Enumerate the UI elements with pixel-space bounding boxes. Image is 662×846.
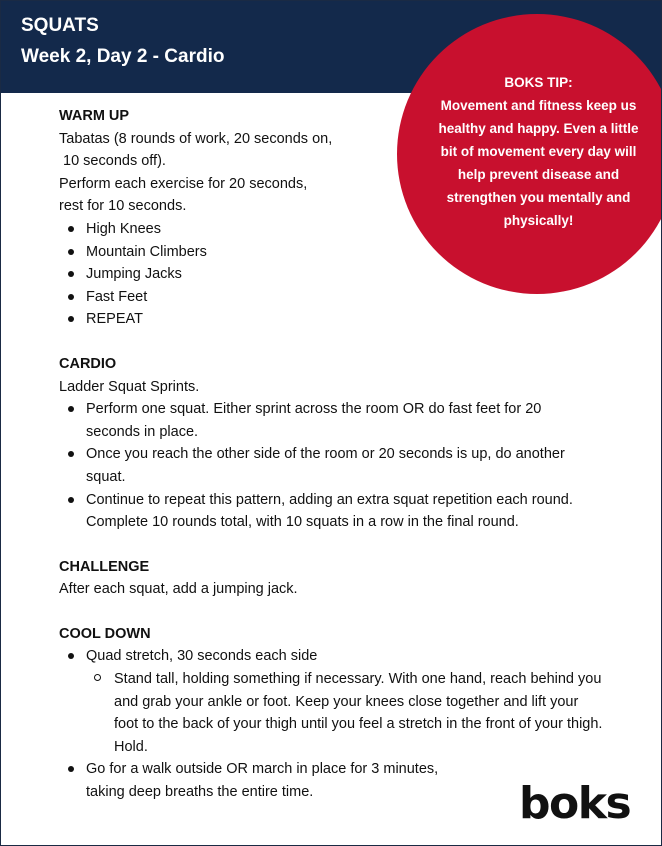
warmup-line: Tabatas (8 rounds of work, 20 seconds on,	[59, 130, 333, 147]
challenge-text: After each squat, add a jumping jack.	[59, 581, 298, 598]
tip-body: Movement and fitness keep us healthy and happy. Even a little bit of movement every day will help prevent disease and strengthen you mentally and physically!	[438, 98, 639, 228]
main-content	[59, 105, 619, 826]
cooldown-section	[59, 623, 619, 804]
tip-heading: BOKS TIP:	[504, 75, 573, 90]
list-item: Perform one squat. Either sprint across the room OR do fast feet for 20 seconds in place.	[59, 398, 579, 443]
cardio-title: CARDIO	[59, 355, 117, 372]
cardio-intro: Ladder Squat Sprints.	[59, 378, 200, 395]
cooldown-title: COOL DOWN	[59, 625, 151, 642]
page-subtitle: Week 2, Day 2 - Cardio	[21, 46, 225, 67]
warmup-line: rest for 10 seconds.	[59, 198, 187, 215]
boks-logo: boks	[519, 778, 631, 829]
list-item	[59, 645, 619, 758]
warmup-line: 10 seconds off).	[59, 153, 166, 170]
list-item: Once you reach the other side of the room or 20 seconds is up, do another squat.	[59, 443, 579, 488]
list-item: High Knees	[59, 218, 619, 241]
list-item: REPEAT	[59, 308, 619, 331]
list-item: Go for a walk outside OR march in place for 3 minutes, taking deep breaths the entire time.	[59, 758, 456, 803]
page-title: SQUATS	[21, 15, 99, 36]
challenge-title: CHALLENGE	[59, 558, 150, 575]
warmup-section	[59, 105, 619, 331]
list-item-label: Quad stretch, 30 seconds each side	[86, 648, 318, 665]
cardio-list	[59, 398, 579, 534]
list-item: Fast Feet	[59, 286, 619, 309]
list-item: Jumping Jacks	[59, 263, 619, 286]
cooldown-sublist	[86, 668, 619, 758]
challenge-section	[59, 556, 619, 601]
list-item: Continue to repeat this pattern, adding an extra squat repetition each round. Complete 10 rounds total, with 10 squats in a row in the final round.	[59, 489, 606, 534]
warmup-title: WARM UP	[59, 108, 130, 124]
list-item: Mountain Climbers	[59, 241, 619, 264]
cardio-section	[59, 353, 619, 534]
warmup-list	[59, 218, 619, 331]
warmup-line: Perform each exercise for 20 seconds,	[59, 175, 308, 192]
sub-list-item: Stand tall, holding something if necessary. With one hand, reach behind you and grab your ankle or foot. Keep your knees close together and lift your foot to the back of your thigh until you feel a stretch in the front of your thigh. Hold.	[86, 668, 604, 758]
